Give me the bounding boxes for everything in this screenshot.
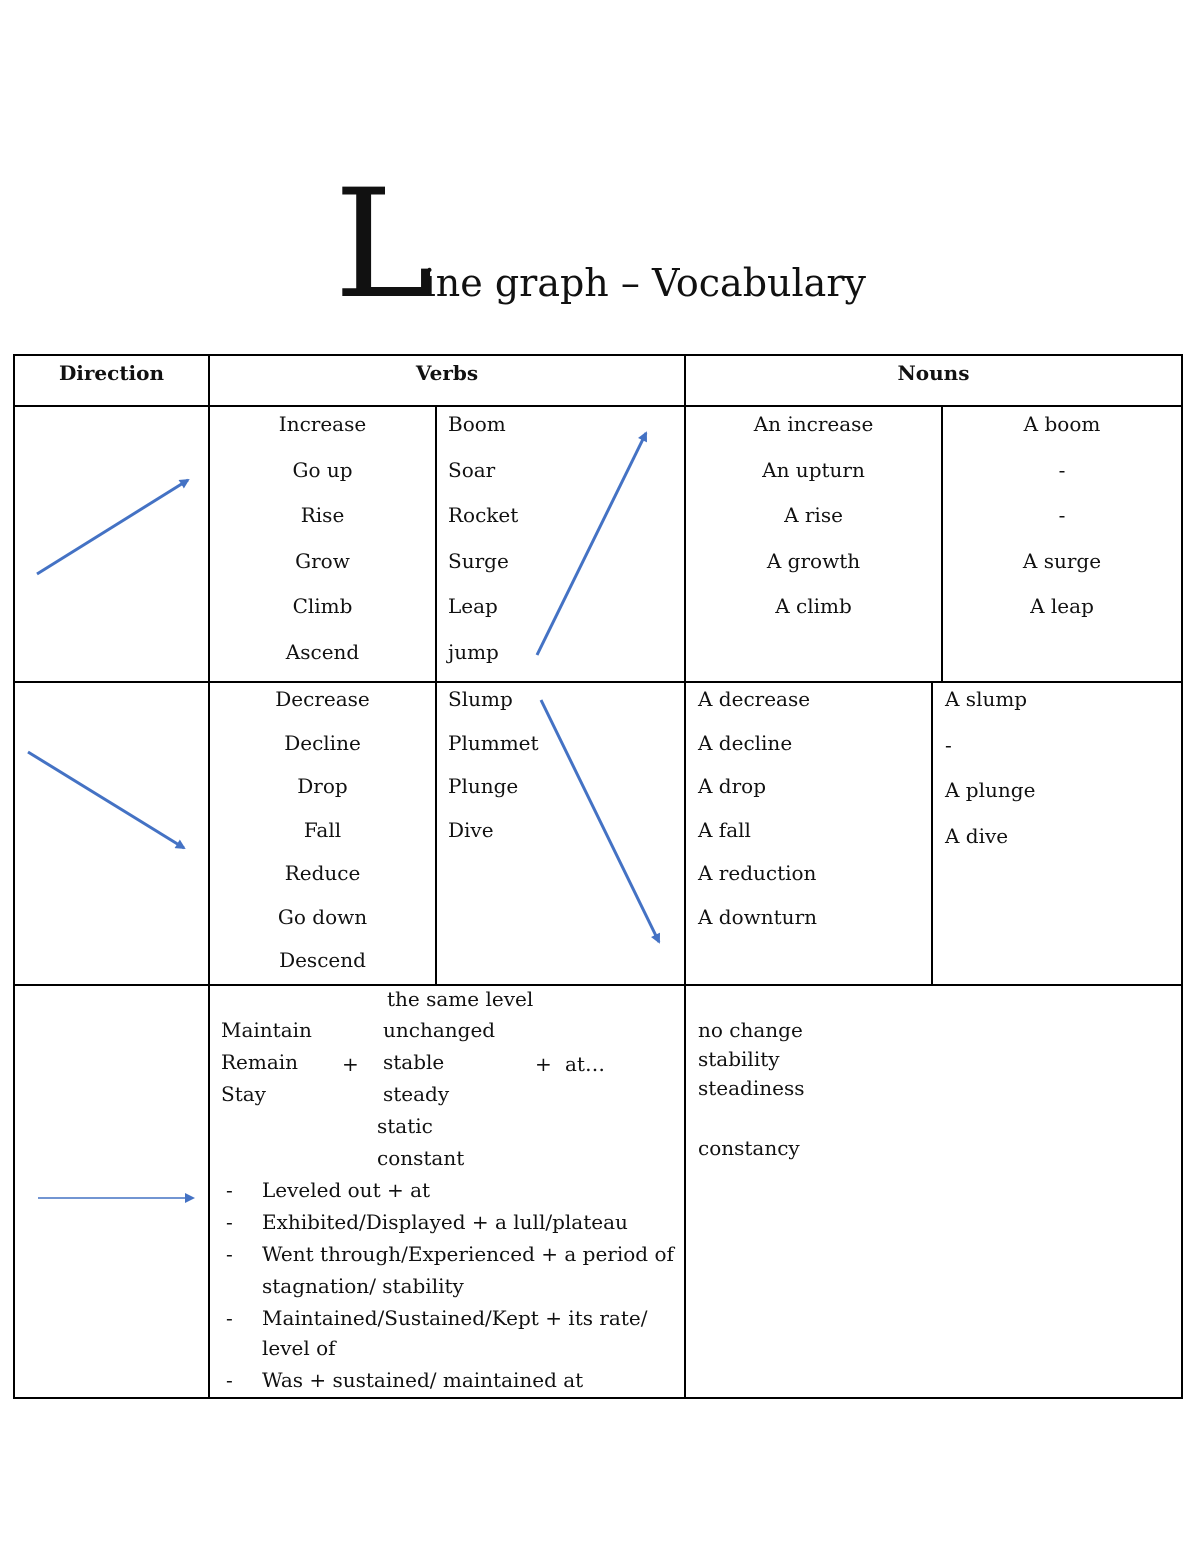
word: Surge bbox=[448, 548, 509, 573]
bullet-dash: - bbox=[226, 1210, 233, 1234]
stable-adjective: static bbox=[377, 1114, 433, 1138]
word: Rocket bbox=[448, 503, 519, 527]
stable-adjective: unchanged bbox=[383, 1018, 496, 1042]
title-initial: L bbox=[334, 158, 434, 332]
up-nouns-basic bbox=[685, 409, 942, 637]
bullet-dash: - bbox=[226, 1306, 233, 1330]
word: Dive bbox=[448, 817, 494, 842]
header-nouns: Nouns bbox=[897, 361, 970, 385]
word: A decline bbox=[698, 730, 793, 755]
word: Go down bbox=[277, 904, 368, 929]
word: A downturn bbox=[698, 904, 818, 929]
at-label: at… bbox=[565, 1052, 605, 1076]
stable-verb: Remain bbox=[221, 1050, 299, 1074]
up-arrow-icon bbox=[37, 480, 188, 574]
word: A reduction bbox=[698, 861, 817, 885]
bullet-text: Went through/Experienced + a period of bbox=[262, 1242, 674, 1266]
up-verbs-basic bbox=[209, 409, 436, 682]
word: A rise bbox=[784, 503, 843, 527]
word: Leap bbox=[448, 594, 498, 618]
down-verbs-strong bbox=[448, 684, 568, 858]
down-nouns-strong bbox=[945, 684, 1175, 866]
plus-sign: + bbox=[535, 1052, 552, 1076]
word: A leap bbox=[1030, 594, 1094, 618]
word: An increase bbox=[753, 412, 874, 436]
stable-noun: stability bbox=[698, 1047, 780, 1071]
up-nouns-strong bbox=[942, 409, 1182, 637]
word: Decline bbox=[284, 730, 361, 755]
word: Reduce bbox=[284, 861, 361, 885]
up-verbs-strong bbox=[448, 409, 568, 682]
word: A surge bbox=[1022, 548, 1102, 573]
word: A climb bbox=[775, 594, 852, 618]
word: A slump bbox=[945, 687, 1028, 711]
word: - bbox=[1058, 457, 1066, 482]
word: Plunge bbox=[448, 774, 519, 798]
bullet-text: Exhibited/Displayed + a lull/plateau bbox=[262, 1210, 628, 1234]
bullet-text: Maintained/Sustained/Kept + its rate/ bbox=[262, 1306, 648, 1330]
word: A boom bbox=[1023, 412, 1101, 436]
word: Grow bbox=[295, 548, 350, 573]
stable-adjective: the same level bbox=[387, 987, 534, 1011]
word: Climb bbox=[292, 594, 353, 618]
word: Rise bbox=[300, 503, 345, 527]
word: Increase bbox=[278, 412, 367, 436]
word: Slump bbox=[448, 687, 513, 711]
stable-noun: constancy bbox=[698, 1136, 800, 1160]
word: Fall bbox=[303, 817, 342, 842]
word: A growth bbox=[766, 548, 861, 573]
stable-adjective: stable bbox=[383, 1050, 445, 1074]
word: A dive bbox=[945, 823, 1009, 848]
bullet-text: stagnation/ stability bbox=[262, 1274, 464, 1298]
stable-adjective: steady bbox=[383, 1082, 450, 1106]
down-nouns-basic bbox=[698, 684, 928, 945]
bullet-text: Was + sustained/ maintained at bbox=[262, 1368, 584, 1392]
word: Ascend bbox=[285, 639, 360, 664]
stable-noun: no change bbox=[698, 1018, 803, 1042]
page-title bbox=[0, 158, 1200, 332]
word: Drop bbox=[297, 774, 348, 798]
down-arrow-icon bbox=[28, 752, 184, 848]
header-direction: Direction bbox=[58, 361, 165, 385]
word: Plummet bbox=[448, 730, 539, 755]
word: Descend bbox=[279, 948, 366, 972]
word: A plunge bbox=[945, 778, 1036, 802]
word: Soar bbox=[448, 457, 496, 482]
plus-sign: + bbox=[342, 1052, 359, 1076]
word: Boom bbox=[448, 412, 506, 436]
word: - bbox=[945, 732, 952, 757]
bullet-text: Leveled out + at bbox=[262, 1178, 431, 1202]
bullet-dash: - bbox=[226, 1368, 233, 1392]
bullet-text: level of bbox=[262, 1336, 336, 1360]
word: Go up bbox=[292, 457, 353, 482]
stable-noun: steadiness bbox=[698, 1076, 805, 1100]
word: jump bbox=[448, 639, 499, 664]
word: An upturn bbox=[762, 457, 865, 482]
header-verbs: Verbs bbox=[415, 361, 479, 385]
word: A decrease bbox=[698, 687, 811, 711]
stable-verb: Stay bbox=[221, 1082, 266, 1106]
down-verbs-basic bbox=[209, 684, 436, 989]
bullet-dash: - bbox=[226, 1178, 233, 1202]
word: A drop bbox=[698, 774, 767, 798]
title-rest: ine graph – Vocabulary bbox=[423, 261, 866, 305]
word: A fall bbox=[698, 817, 751, 842]
word: - bbox=[1058, 503, 1066, 527]
bullet-dash: - bbox=[226, 1242, 233, 1266]
word: Decrease bbox=[275, 687, 370, 711]
stable-verb: Maintain bbox=[221, 1018, 312, 1042]
stable-adjective: constant bbox=[377, 1146, 465, 1170]
